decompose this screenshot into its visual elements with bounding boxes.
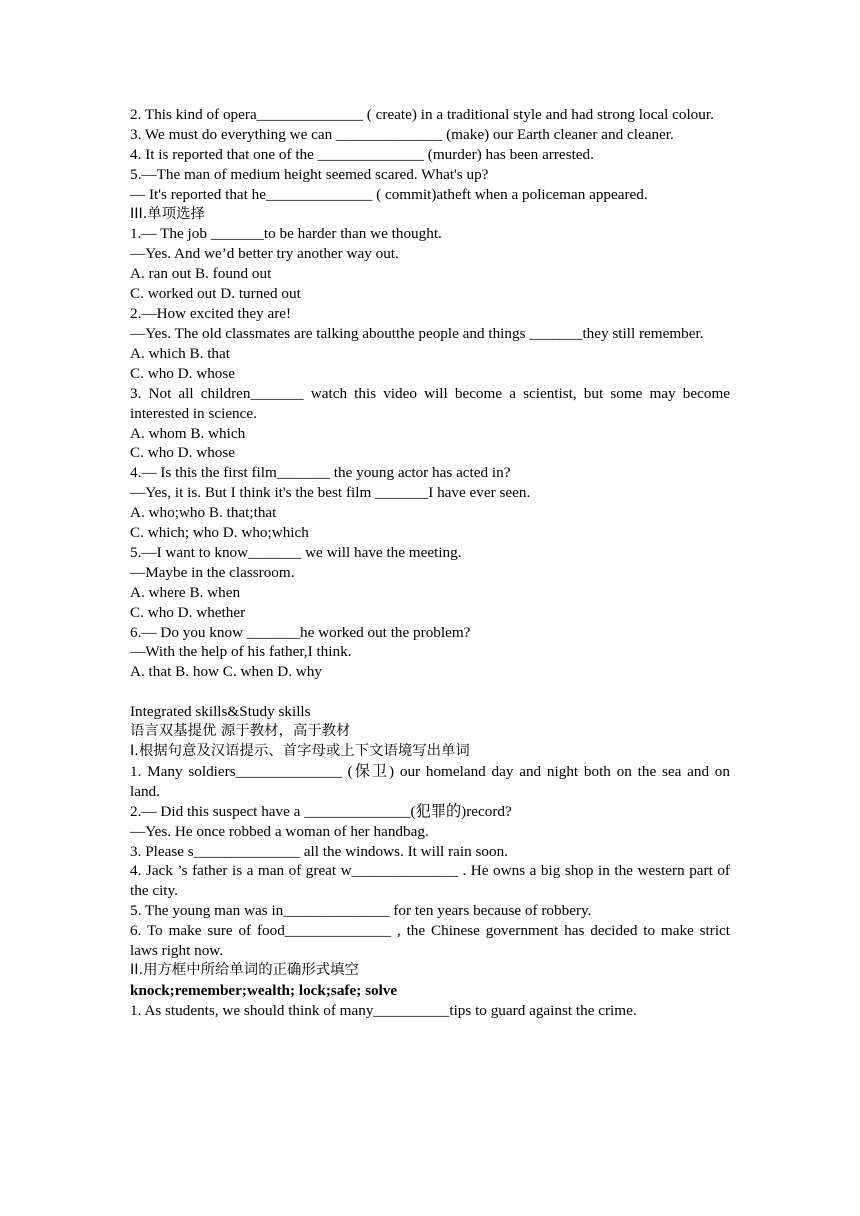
word-box: knock;remember;wealth; lock;safe; solve [130,981,398,999]
text-line: A. which B. that [130,344,230,362]
text-line: 4. It is reported that one of the ______________ (murder) has been arrested. [130,145,594,163]
text-line: 2.— Did this suspect have a ______________(犯罪的)record? [130,802,512,820]
text-line: —Yes. The old classmates are talking aboutthe people and things _______they still remember. [130,324,704,342]
text-line: C. who D. whose [130,444,236,462]
text-line: 5. The young man was in______________ for ten years because of robbery. [130,902,592,920]
text-line: — It's reported that he______________ ( commit)atheft when a policeman appeared. [130,185,648,203]
text-line: A. who;who B. that;that [130,504,277,522]
text-line: —With the help of his father,I think. [130,643,352,661]
text-line: 2.—How excited they are! [130,305,292,323]
section-heading: 语言双基提优 源于教材，高于教材 [130,723,351,740]
section-heading: II.用方框中所给单词的正确形式填空 [130,961,359,978]
text-line: 2. This kind of opera______________ ( create) in a traditional style and had strong local colour. [130,106,714,123]
text-line: C. who D. whether [130,603,246,621]
text-line: C. worked out D. turned out [130,285,301,303]
text-line: —Yes. And we’d better try another way out. [130,245,399,263]
section-heading: I.根据句意及汉语提示、首字母或上下文语境写出单词 [130,742,470,759]
text-line: 4. Jack ’s father is a man of great w______________ . He owns a big shop in the western part of the city. [130,862,730,900]
text-line: A. whom B. which [130,424,246,442]
text-line: 4.— Is this the first film_______ the young actor has acted in? [130,464,511,482]
text-line: —Yes, it is. But I think it's the best film _______I have ever seen. [130,484,531,502]
text-line: —Yes. He once robbed a woman of her handbag. [130,822,429,840]
text-line: 1. Many soldiers______________ (保卫) our homeland day and night both on the sea and on land. [130,762,730,800]
text-line: A. ran out B. found out [130,265,272,283]
text-line: 6.— Do you know _______he worked out the problem? [130,623,471,641]
blank-line [130,682,730,702]
text-line: C. who D. whose [130,364,236,382]
text-line: 6. To make sure of food______________ , the Chinese government has decided to make strict laws right now. [130,922,730,960]
text-line: 5.—The man of medium height seemed scared. What's up? [130,165,489,183]
text-line: A. that B. how C. when D. why [130,663,322,681]
text-line: 5.—I want to know_______ we will have the meeting. [130,543,462,561]
text-line: Integrated skills&Study skills [130,703,311,721]
text-line: A. where B. when [130,583,241,601]
text-line: 3. We must do everything we can ______________ (make) our Earth cleaner and cleaner. [130,125,674,143]
text-line: 3. Not all children_______ watch this video will become a scientist, but some may become interested in science. [130,384,730,422]
text-line: C. which; who D. who;which [130,524,309,542]
text-line: 1. As students, we should think of many__________tips to guard against the crime. [130,1001,637,1019]
section-heading: III.单项选择 [130,205,205,222]
text-line: 3. Please s______________ all the windows. It will rain soon. [130,842,508,860]
worksheet-body [130,105,730,1021]
text-line: 1.— The job _______to be harder than we thought. [130,225,442,243]
text-line: —Maybe in the classroom. [130,563,295,581]
